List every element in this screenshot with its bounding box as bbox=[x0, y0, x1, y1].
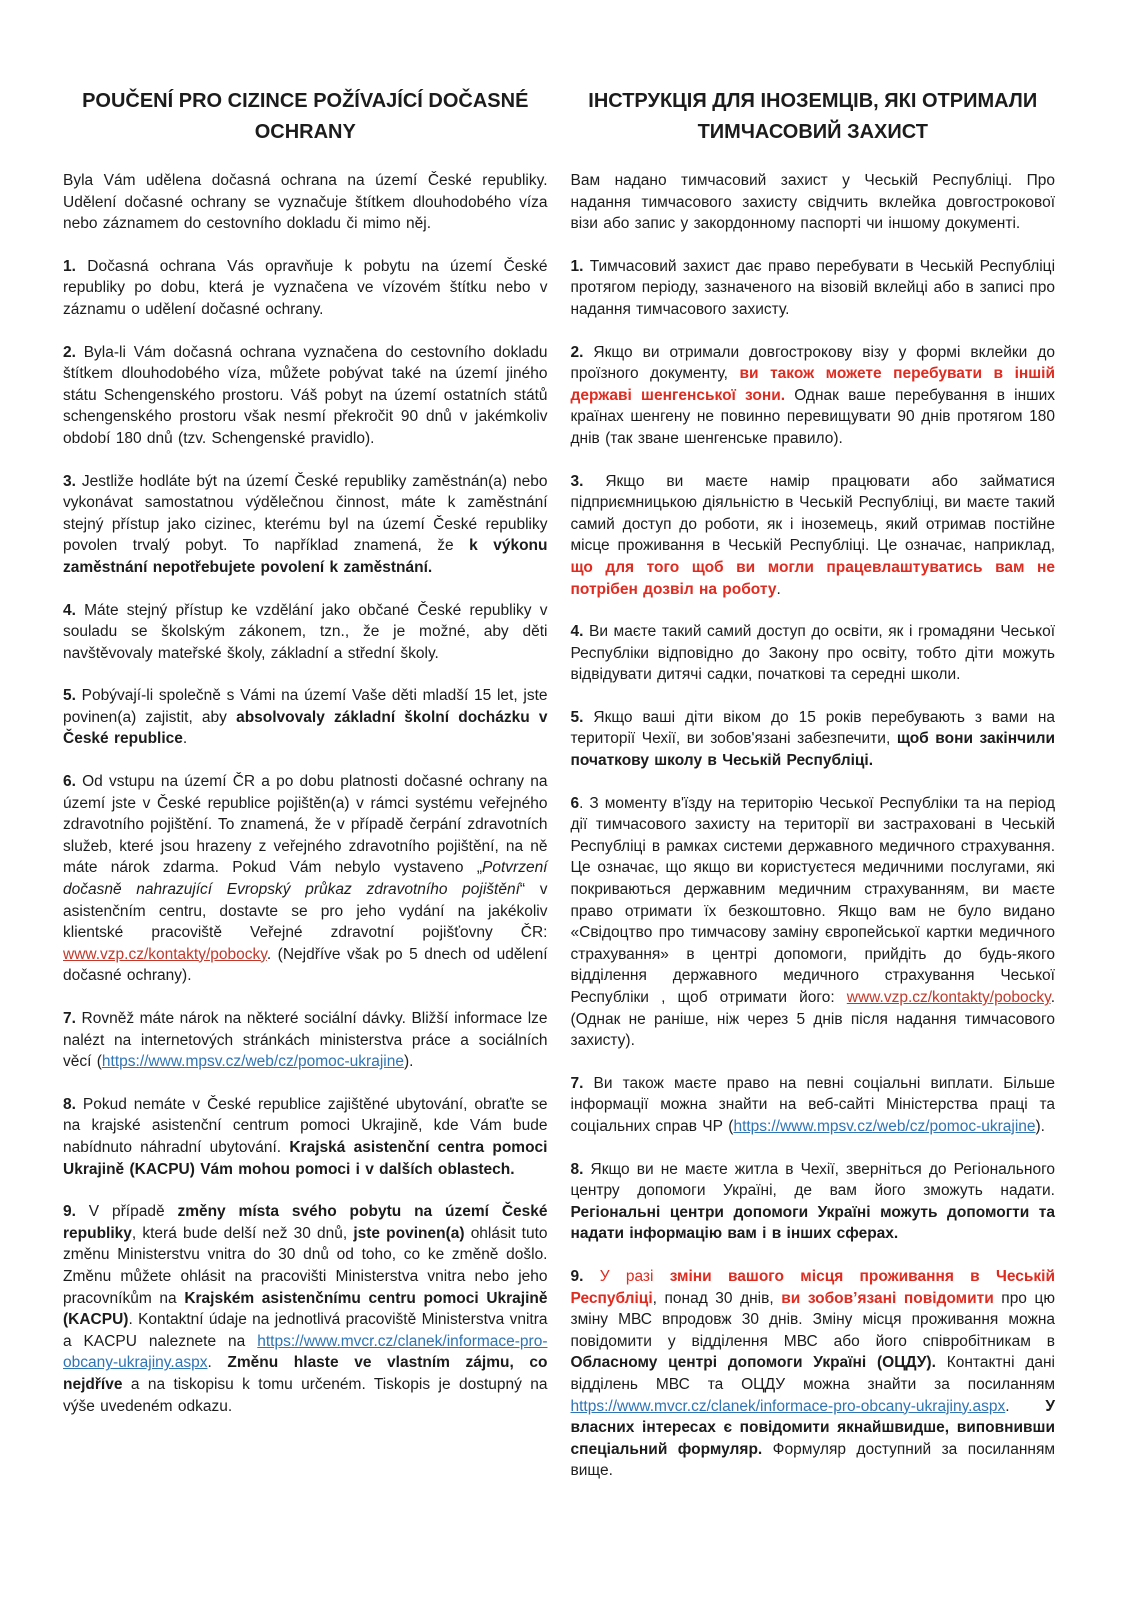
paragraph bbox=[571, 471, 1056, 601]
text-run: Формуляр доступний за посиланням вище. bbox=[570, 1440, 1055, 1480]
text-run: 5. bbox=[570, 708, 594, 726]
text-run: ви також можете перебувати в іншій державі шенгенської зони. bbox=[570, 365, 1055, 404]
text-run: , která bude delší než 30 dnů, bbox=[131, 1224, 354, 1242]
text-run: Якщо ви не маєте житла в Чехії, зверніться до Регіонального центру допомоги Україні, де вам його зможуть надати. bbox=[570, 1160, 1056, 1200]
text-run: Однак ваше перебування в інших країнах шенгену не повинно перевищувати 90 днів протягом 180 днів (так зване шенгенське правило). bbox=[570, 386, 1055, 447]
paragraph bbox=[63, 1094, 548, 1180]
text-run: Potvrzení dočasně nahrazující Evropský průkaz zdravotního pojištění bbox=[63, 859, 548, 899]
text-run: 9. bbox=[570, 1267, 600, 1285]
text-run: Od vstupu na území ČR a po dobu platnosti dočasné ochrany na území jste v České republice pojištěn(a) v rámci systému veřejného zdravotního pojištění. To znamená, že v případě čerpání zdravotních služeb, které jsou hrazeny z veřejného zdravotního pojištění, na ně máte nárok zdarma. Pokud Vám nebylo vystaveno „ bbox=[63, 773, 548, 877]
text-run: Rovněž máte nárok na některé sociální dávky. Bližší informace lze nalézt na internetových stránkách ministerstva práce a sociálních věcí ( bbox=[63, 1010, 548, 1071]
text-run: 4. bbox=[63, 601, 85, 619]
text-run: a na tiskopisu k tomu určeném. Tiskopis je dostupný na výše uvedeném odkazu. bbox=[63, 1375, 548, 1415]
paragraph bbox=[571, 170, 1056, 235]
text-run: ohlásit tuto změnu Ministerstvu vnitra do 30 dnů od toho, co ke změně došlo. Změnu můžete ohlásit na pracovišti Ministerstva vnitra nebo jeho pracovníkům na bbox=[63, 1224, 548, 1307]
text-run: про цю зміну МВС впродовж 30 днів. Зміну місця проживання можна повідомити у відділення МВС або його співробітникам в bbox=[570, 1289, 1055, 1350]
text-run: Тимчасовий захист дає право перебувати в Чеській Республіці протягом періоду, зазначеного на візовій вклейці або в записі про надання тимчасового захисту. bbox=[570, 257, 1056, 318]
text-run: Dočasná ochrana Vás opravňuje k pobytu na území České republiky po dobu, která je vyznačena ve vízovém štítku nebo v záznamu o udělení dočasné ochrany. bbox=[63, 257, 548, 318]
text-run: 1. bbox=[63, 257, 88, 275]
text-run: що для того щоб ви могли працевлаштуватись вам не потрібен дозвіл на роботу bbox=[570, 558, 1055, 598]
page-title-ukrainian: ІНСТРУКЦІЯ ДЛЯ ІНОЗЕМЦІВ, ЯКІ ОТРИМАЛИ ТИМЧАСОВИЙ ЗАХИСТ bbox=[588, 90, 1038, 143]
text-run: Ви також маєте право на певні соціальні виплати. Більше інформації можна знайти на веб-сайті Міністерства праці та соціальних справ ЧР ( bbox=[570, 1074, 1055, 1135]
text-run: absolvovaly základní školní docházku v České republice bbox=[63, 708, 548, 748]
text-run: 9. bbox=[63, 1203, 89, 1221]
text-run: зміни вашого місця проживання в Чеській Республіці bbox=[570, 1267, 1055, 1307]
text-run: щоб вони закінчили початкову школу в Чеській Республіці. bbox=[570, 730, 1055, 770]
text-run: У разі bbox=[599, 1267, 670, 1285]
text-run: V případě bbox=[88, 1203, 178, 1221]
paragraph bbox=[63, 256, 548, 321]
text-run: Якщо ви отримали довгострокову візу у формі вклейки до проїзного документу, bbox=[570, 343, 1055, 383]
text-run: Контактні дані відділень МВС та ОЦДУ можна знайти за посиланням bbox=[570, 1354, 1055, 1393]
text-run: 7. bbox=[63, 1010, 82, 1027]
paragraphs-czech bbox=[63, 170, 548, 1417]
text-run: “ v asistenčním centru, dostavte se pro jeho vydání na jakékoliv klientské pracoviště Veřejné zdravotní pojišťovny ČR: bbox=[63, 881, 548, 942]
column-ukrainian bbox=[571, 86, 1056, 1503]
text-run: Máte stejný přístup ke vzdělání jako občané České republiky v souladu se školským zákonem, tzn., že je možné, aby děti navštěvovaly mateřské školy, základní a střední školy. bbox=[63, 601, 548, 662]
text-run: . bbox=[182, 730, 188, 748]
text-run: Byla-li Vám dočasná ochrana vyznačena do cestovního dokladu štítkem dlouhodobého víza, můžete pobývat také na území jiného státu Schengenského prostoru. Váš pobyt na území ostatních států schengenského prostoru však nesmí překročit 90 dnů v jakémkoliv období 180 dnů (tzv. Schengenské pravidlo). bbox=[63, 343, 548, 447]
text-run: 3. bbox=[570, 472, 606, 490]
text-run: Обласному центрі допомоги Україні (ОЦДУ). bbox=[570, 1354, 936, 1372]
paragraph bbox=[63, 342, 548, 450]
paragraph bbox=[571, 621, 1056, 686]
text-run: 6. bbox=[63, 773, 83, 791]
paragraph bbox=[63, 1008, 548, 1073]
text-run: změny místa svého pobytu na území České republiky bbox=[63, 1203, 548, 1242]
paragraph bbox=[63, 685, 548, 750]
text-run: Změnu hlaste ve vlastním zájmu, co nejdříve bbox=[63, 1354, 548, 1393]
paragraphs-ukrainian bbox=[571, 170, 1056, 1482]
text-run: . bbox=[207, 1354, 228, 1372]
paragraph bbox=[571, 707, 1056, 772]
text-run: 3. bbox=[63, 472, 82, 490]
text-run: . (Nejdříve však po 5 dnech od udělení dočasné ochrany). bbox=[63, 945, 548, 985]
text-run: Якщо ваші діти віком до 15 років перебувають з вами на території Чехії, ви зобов'язані забезпечити, bbox=[570, 708, 1055, 748]
paragraph bbox=[571, 793, 1056, 1052]
hyperlink[interactable]: www.vzp.cz/kontakty/pobocky bbox=[846, 989, 1051, 1006]
paragraph bbox=[63, 471, 548, 579]
text-run: 1. bbox=[570, 257, 590, 275]
hyperlink[interactable]: www.vzp.cz/kontakty/pobocky bbox=[63, 945, 267, 963]
paragraph bbox=[63, 600, 548, 665]
text-run: , понад 30 днів, bbox=[652, 1289, 782, 1307]
text-run: k výkonu zaměstnání nepotřebujete povolení k zaměstnání. bbox=[63, 537, 548, 576]
text-run: 8. bbox=[570, 1160, 591, 1178]
two-column-layout bbox=[63, 86, 1055, 1503]
text-run: Krajském asistenčnímu centru pomoci Ukrajině (KACPU) bbox=[63, 1289, 548, 1329]
text-run: 6 bbox=[570, 794, 580, 812]
text-run: . bbox=[1005, 1397, 1046, 1415]
text-run: 4. bbox=[570, 623, 589, 641]
text-run: . З моменту в'їзду на територію Чеської Республіки та на період дії тимчасового захисту на території ви застраховані в Чеській Республіці в рамках системи державного медичного страхування. Це означає, що якщо ви користуєтеся медичними послугами, які покриваються державним медичним страхуванням, ви маєте право отримати їх безкоштовно. Якщо вам не було видано «Свідоцтво про тимчасову заміну європейської картки медичного страхування» в центрі допомоги, прийдіть до будь-якого відділення державного медичного страхування Чеської Республіки , щоб отримати його: bbox=[570, 794, 1055, 1006]
text-run: Jestliže hodláte být na území České republiky zaměstnán(a) nebo vykonávat samostatnou výdělečnou činnost, máte k zaměstnání stejný přístup jako cizinec, kterému byl na území České republiky povolen trvalý pobyt. To například znamená, že bbox=[63, 472, 548, 555]
hyperlink[interactable]: https://www.mpsv.cz/web/cz/pomoc-ukrajine bbox=[733, 1117, 1036, 1135]
page-title-czech: POUČENÍ PRO CIZINCE POŽÍVAJÍCÍ DOČASNÉ OCHRANY bbox=[82, 90, 529, 143]
text-run: . (Однак не раніше, ніж через 5 днів після надання тимчасового захисту). bbox=[570, 989, 1055, 1050]
paragraph bbox=[63, 771, 548, 987]
text-run: Регіональні центри допомоги Україні можуть допомогти та надати інформацію вам і в інших сферах. bbox=[570, 1203, 1055, 1243]
paragraph bbox=[63, 170, 548, 235]
text-run: Якщо ви маєте намір працювати або займатися підприємницькою діяльністю в Чеській Республіці, ви маєте такий самий доступ до роботи, як і іноземець, який отримав постійне місце проживання в Чеській Республіці. Це означає, наприклад, bbox=[570, 472, 1055, 555]
text-run: ). bbox=[403, 1053, 414, 1071]
hyperlink[interactable]: https://www.mvcr.cz/clanek/informace-pro-obcany-ukrajiny.aspx bbox=[570, 1397, 1006, 1415]
text-run: Krajská asistenční centra pomoci Ukrajině (KACPU) Vám mohou pomoci i v dalších oblastech. bbox=[63, 1138, 548, 1178]
text-run: Pobývají-li společně s Vámi na území Vaše děti mladší 15 let, jste povinen(a) zajistit, aby bbox=[63, 687, 548, 726]
text-run: ). bbox=[1035, 1117, 1045, 1135]
text-run: Ви маєте такий самий доступ до освіти, як і громадяни Чеської Республіки відповідно до Закону про освіту, тобто діти можуть відвідувати дитячі садки, початкові та середні школи. bbox=[570, 623, 1056, 684]
hyperlink[interactable]: https://www.mpsv.cz/web/cz/pomoc-ukrajine bbox=[101, 1053, 404, 1071]
paragraph bbox=[63, 1201, 548, 1417]
paragraph bbox=[571, 256, 1056, 321]
text-run: . bbox=[776, 580, 781, 598]
paragraph bbox=[571, 1073, 1056, 1138]
text-run: Вам надано тимчасовий захист у Чеській Республіці. Про надання тимчасового захисту свідчить вклейка довгострокової візи або запис у закордонному паспорті чи іншому документі. bbox=[570, 172, 1055, 233]
text-run: 2. bbox=[570, 343, 594, 361]
text-run: Byla Vám udělena dočasná ochrana na území České republiky. Udělení dočasné ochrany se vyznačuje štítkem dlouhodobého víza nebo záznamem do cestovního dokladu či mimo něj. bbox=[63, 172, 548, 233]
paragraph bbox=[571, 1266, 1056, 1482]
text-run: У власних інтересах є повідомити якнайшвидше, виповнивши спеціальний формуляр. bbox=[570, 1397, 1055, 1458]
paragraph bbox=[571, 1159, 1056, 1245]
text-run: . Kontaktní údaje na jednotlivá pracoviště Ministerstva vnitra a KACPU naleznete na bbox=[63, 1311, 548, 1350]
hyperlink[interactable]: https://www.mvcr.cz/clanek/informace-pro-obcany-ukrajiny.aspx bbox=[63, 1332, 548, 1372]
text-run: 8. bbox=[63, 1095, 83, 1113]
column-czech bbox=[63, 86, 548, 1503]
text-run: ви зобов’язані повідомити bbox=[781, 1289, 994, 1307]
text-run: Pokud nemáte v České republice zajištěné ubytování, obraťte se na krajské asistenční centrum pomoci Ukrajině, kde Vám bude nabídnuto náhradní ubytování. bbox=[63, 1095, 548, 1156]
paragraph bbox=[571, 342, 1056, 450]
text-run: 2. bbox=[63, 343, 84, 361]
text-run: 7. bbox=[570, 1074, 594, 1092]
text-run: jste povinen(a) bbox=[353, 1224, 465, 1242]
text-run: 5. bbox=[63, 687, 82, 705]
